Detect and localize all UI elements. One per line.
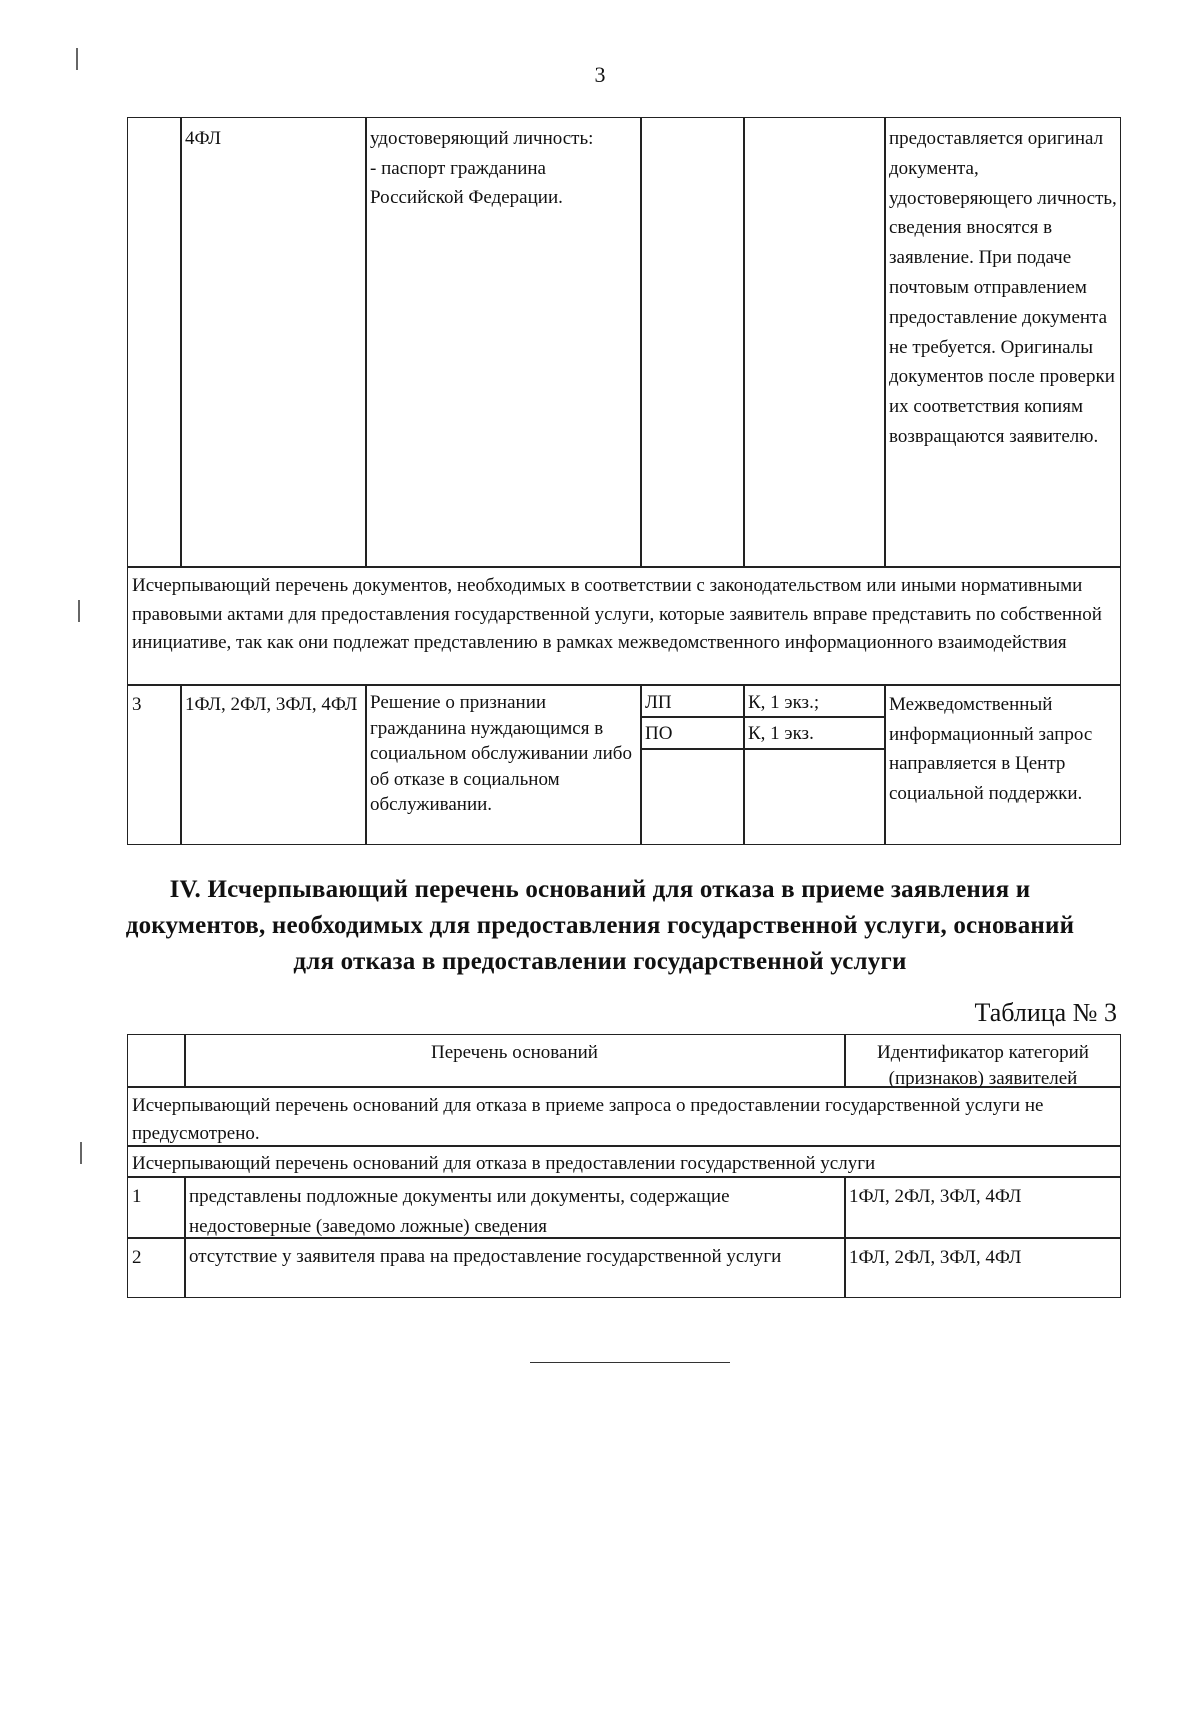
row-document: удостоверяющий личность: - паспорт гражданина Российской Федерации. <box>370 128 594 208</box>
row-ids: 1ФЛ, 2ФЛ, 3ФЛ, 4ФЛ <box>849 1186 1022 1207</box>
row-text: отсутствие у заявителя права на предоставление государственной услуги <box>189 1246 782 1267</box>
row-note: Межведомственный информационный запрос направляется в Центр социальной поддержки. <box>889 694 1093 804</box>
row-quantity: К, 1 экз. <box>748 723 814 744</box>
row-number: 3 <box>132 694 142 715</box>
section-heading: IV. Исчерпывающий перечень оснований для отказа в приеме заявления и документов, необходимых для предоставления государственной услуги, оснований для отказа в предоставлении государственной услуги <box>125 876 1075 975</box>
row-number: 1 <box>132 1186 142 1207</box>
column-header: Перечень оснований <box>431 1042 598 1063</box>
scan-mark <box>78 600 80 622</box>
row-ids: 1ФЛ, 2ФЛ, 3ФЛ, 4ФЛ <box>849 1247 1022 1268</box>
row-applicant: 4ФЛ <box>185 128 221 149</box>
scan-mark <box>80 1142 82 1164</box>
page-number: 3 <box>594 62 606 87</box>
row-note: предоставляется оригинал документа, удостоверяющего личность, сведения вносятся в заявление. При подаче почтовым отправлением предоставление документа не требуется. Оригиналы документов после проверки их соответствия копиям возвращаются заявителю. <box>889 128 1117 447</box>
end-separator <box>530 1362 730 1363</box>
table-section-text: Исчерпывающий перечень оснований для отказа в приеме запроса о предоставлении государственной услуги не предусмотрено. <box>132 1095 1044 1144</box>
row-quantity: К, 1 экз.; <box>748 692 820 713</box>
row-document: Решение о признании гражданина нуждающимся в социальном обслуживании либо об отказе в социальном обслуживании. <box>370 692 632 815</box>
row-applicant: 1ФЛ, 2ФЛ, 3ФЛ, 4ФЛ <box>185 694 358 715</box>
row-form: ЛП <box>645 692 672 713</box>
row-form: ПО <box>645 723 673 744</box>
column-header: Идентификатор категорий (признаков) заявителей <box>877 1042 1089 1089</box>
table-caption: Таблица № 3 <box>974 998 1117 1027</box>
table-section-text: Исчерпывающий перечень документов, необходимых в соответствии с законодательством или иными нормативными правовыми актами для предоставления государственной услуги, которые заявитель вправе представить по собственной инициативе, так как они подлежат представлению в рамках межведомственного информационного взаимодействия <box>132 575 1102 653</box>
row-text: представлены подложные документы или документы, содержащие недостоверные (заведомо ложные) сведения <box>189 1186 730 1237</box>
row-number: 2 <box>132 1247 142 1268</box>
table-section-text: Исчерпывающий перечень оснований для отказа в предоставлении государственной услуги <box>132 1153 876 1174</box>
